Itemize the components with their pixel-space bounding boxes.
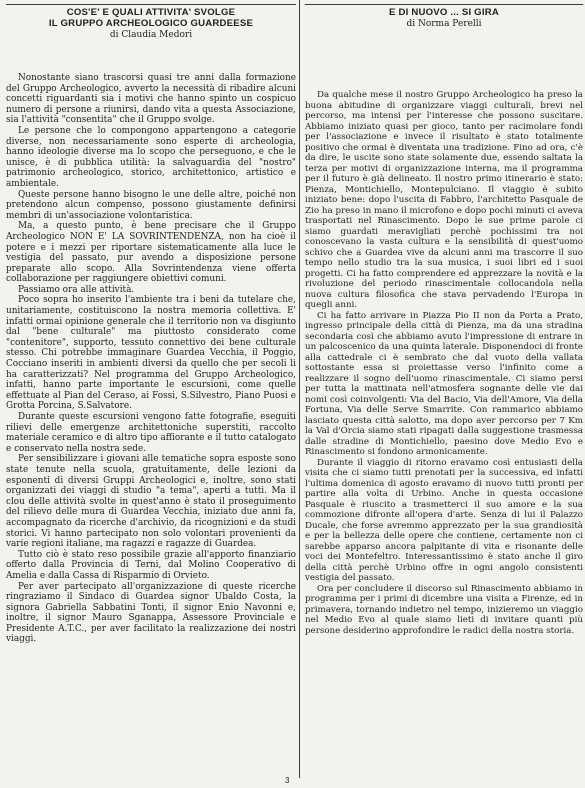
right-column xyxy=(305,4,583,636)
left-top-rule xyxy=(6,4,296,5)
right-top-rule xyxy=(305,4,583,5)
page-number: 3 xyxy=(285,776,290,785)
left-title-line2: IL GRUPPO ARCHEOLOGICO GUARDEESE xyxy=(48,18,254,29)
left-paragraph: Passiamo ora alle attività. xyxy=(18,284,135,295)
column-divider xyxy=(299,0,300,778)
left-paragraph: Queste persone hanno bisogno le une delle altre, poiché non pretendono alcun compenso, possono giustamente definirsi membri di un'associazione volontaristica. xyxy=(6,189,296,221)
right-byline: di Norma Perelli xyxy=(406,19,482,29)
left-paragraph: Tutto ciò è stato reso possibile grazie all'apporto finanziario offerto dalla Provincia di Terni, dal Molino Cooperativo di Amelia e dalla Cassa di Risparmio di Orvieto. xyxy=(6,549,296,581)
left-paragraph: Poco sopra ho inserito l'ambiente tra i beni da tutelare che, unitariamente, costituiscono la nostra memoria collettiva. E' infatti ormai opinione generale che il territorio non va disgiunto dal "bene culturale" ma piuttosto considerato come "contenitore", supporto, tessuto connettivo dei bene culturale stesso. Chi potrebbe immaginare Guardea Vecchia, il Poggio, Cocciano inseriti in ambienti diversi da quello che per secoli li ha caratterizzati? Nel programma del Gruppo Archeologico, infatti, hanno parte importante le escursioni, come quelle effettuate al Pian del Ceraso, ai Fossi, S.Silvestro, Piano Puosi e Grotta Porcina, S.Salvatore. xyxy=(6,295,296,412)
left-byline: di Claudia Medori xyxy=(109,30,193,40)
right-paragraph: Durante il viaggio di ritorno eravamo così entusiasti della visita che ci siamo tutti prenotati per la successiva, ed infatti l'ultima domenica di agosto eravamo di nuovo tutti pronti per partire alla volta di Urbino. Anche in questa occasione Pasquale è riuscito a trasmetterci il suo amore e la sua commozione difronte all'opera d'arte. Senza di lui il Palazzo Ducale, che forse avremmo apprezzato per la sua grandiosità e per la bellezza delle opere che contiene, certamente non ci sarebbe apparso ancora palpitante di vita e risonante delle voci dei Montefeltro. Interessantissimo è stato anche il giro della città perchè Urbino offre in ogni angolo consistenti vestigia del passato. xyxy=(305,457,583,583)
left-column xyxy=(6,4,296,645)
right-paragraph: Da qualche mese il nostro Gruppo Archeologico ha preso la buona abitudine di organizzare viaggi culturali, brevi nel percorso, ma intensi per l'interesse che possono suscitare. Abbiamo iniziato quasi per gioco, tanto per racimolare fondi per l'associazione e invece il risultato è stato totalmente positivo che ormai è diventata una tradizione. Fino ad ora, c'è da dire, le uscite sono state solamente due, essendo saltata la terza per motivi di organizzazione interna, ma il programma per il futuro è già delineato. Il nostro primo itinerario è stato: Pienza, Montichiello, Montepulciano. Il viaggio è subito iniziato bene: dopo l'uscita di Fabbro, l'architetto Pasquale de Zio ha preso in mano il microfono e dopo pochi minuti ci aveva trasportati nel Rinascimento. Dopo le sue prime parole ci siamo guardati meravigliati perchè pochissimi tra noi conoscevano la vasta cultura e la sensibilità di quest'uomo schivo che a Guardea vive da alcuni anni ma trascorre il suo tempo nello studio tra la sua musica, i suoi libri ed i suoi progetti. Ci ha fatto comprendere ed apprezzare la novità e la rivoluzione del periodo rinascimentale collocandola nella nuova cultura filosofica che stava pervadendo l'Europa in quegli anni. xyxy=(305,90,583,310)
left-paragraph: Ma, a questo punto, è bene precisare che il Gruppo Archeologico NON E' LA SOVRINTENDENZA, non ha cioè il potere e i mezzi per riportare sistematicamente alla luce le vestigia del passato, pur avendo a disposizione persone preparate allo scopo. Alla Sovrintendenza viene offerta collaborazione per raggiungere obiettivi comuni. xyxy=(6,221,296,285)
right-article-body xyxy=(305,90,583,636)
left-paragraph: Nonostante siano trascorsi quasi tre anni dalla formazione del Gruppo Archeologico, avverto la necessità di ribadire alcuni concetti riguardanti sia i motivi che hanno spinto un cospicuo numero di persone a riunirsi, dando vita a questa Associazione, sia l'attività "consentita" che il Gruppo svolge. xyxy=(6,73,296,126)
right-paragraph: Ora per concludere il discorso sul Rinascimento abbiamo in programma per i primi di dicembre una visita a Firenze, ed in primavera, tornando indietro nel tempo, inizieremo un viaggio nel Medio Evo al quale siamo lieti di invitare quanti più persone desiderino approfondire le radici della nostra storia. xyxy=(305,583,583,636)
left-article-title xyxy=(6,7,296,29)
left-article-body xyxy=(6,73,296,645)
left-paragraph: Durante queste escursioni vengono fatte fotografie, eseguiti rilievi delle emergenze architettoniche superstiti, raccolto materiale ceramico e di altro tipo affiorante e il tutto catalogato e conservato nella nostra sede. xyxy=(6,412,296,454)
left-paragraph: Per aver partecipato all'organizzazione di queste ricerche ringraziamo il Sindaco di Guardea signor Ubaldo Costa, la signora Gabriella Sabbatini Tonti, il signor Enio Navonni e, inoltre, il signor Mauro Sganappa, Assessore Provinciale e Presidente A.T.C., per aver facilitato la realizzazione dei nostri viaggi. xyxy=(6,581,296,645)
left-title-line1: COS'E' E QUALI ATTIVITA' SVOLGE xyxy=(66,7,236,18)
right-article-title: E DI NUOVO ... SI GIRA xyxy=(389,7,499,18)
right-paragraph: Ci ha fatto arrivare in Piazza Pio II non da Porta a Prato, ingresso principale della città di Pienza, ma da una stradina secondaria così che abbiamo avuto l'impressione di entrare in un palcoscenico da una quinta laterale. Disponendoci di fronte alla cattedrale ci è sembrato che dal vuoto della vallata sottostante essa si proiettasse verso l'infinito come a realizzare il sogno dell'uomo rinascimentale. Ci siamo persi per tutta la mattinata nell'atmosfera sognante delle vie dai nomi così coinvolgenti: Via del Bacio, Via dell'Amore, Via della Fortuna, Via delle Serve Smarrite. Con rammarico abbiamo lasciato questa città salotto, ma dopo aver percorso per 7 Km la Val d'Orcia siamo stati ripagati dalla suggestione trasmessa dalle stradine di Montichiello, paesino dove Medio Evo e Rinascimento si fondono armonicamente. xyxy=(305,310,583,457)
left-paragraph: Per sensibilizzare i giovani alle tematiche sopra esposte sono state tenute nella scuola, gratuitamente, delle lezioni da esponenti di diversi Gruppi Archeologici e, inoltre, sono stati organizzati dei viaggi di studio "a tema", aperti a tutti. Ma il clou delle attività svolte in quest'anno è stato il proseguimento del rilievo delle mura di Guardea Vecchia, iniziato due anni fa, accompagnato da ricerche d'archivio, da ricognizioni e da studi storici. Vi hanno partecipato non solo volontari provenienti da varie regioni italiane, ma ragazzi e ragazze di Guardea. xyxy=(6,454,296,550)
left-paragraph: Le persone che lo compongono appartengono a categorie diverse, non necessariamente sono esperte di archeologia, hanno ideologie diverse ma lo scopo che perseguono, e che le unisce, è di pubblica utilità: la salvaguardia del "nostro" patrimonio archeologico, storico, architettonico, artistico e ambientale. xyxy=(6,125,296,189)
